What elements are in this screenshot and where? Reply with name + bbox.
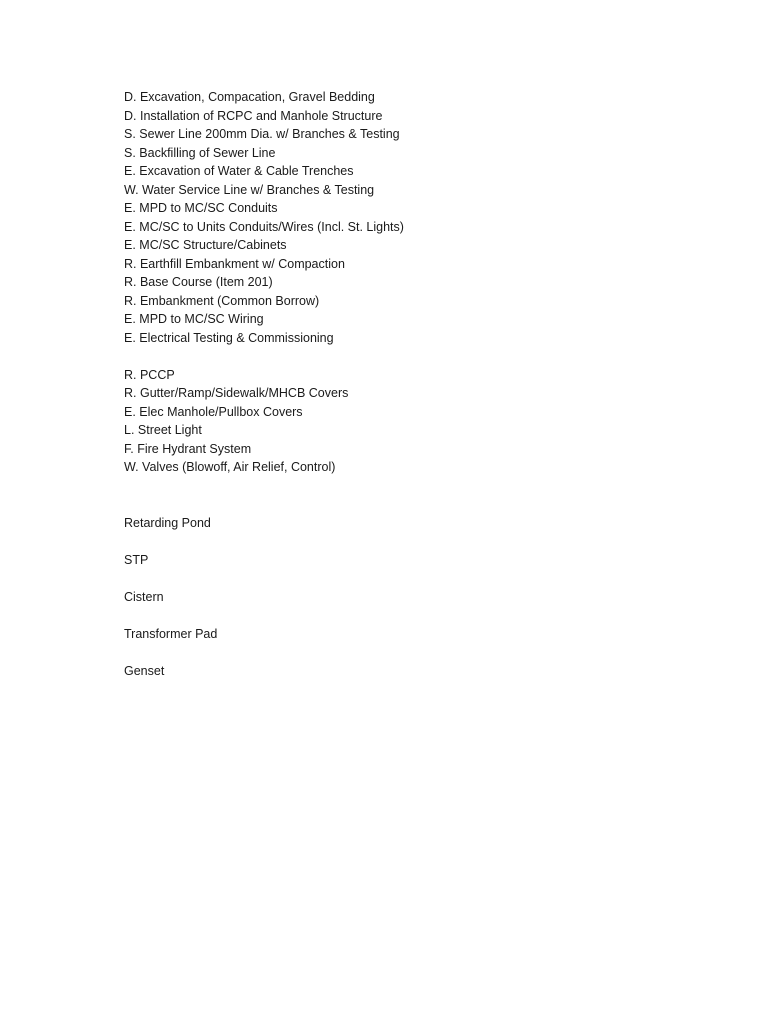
- document-content: [124, 88, 684, 699]
- list-item: E. MPD to MC/SC Wiring: [124, 312, 264, 326]
- list-item: R. Earthfill Embankment w/ Compaction: [124, 256, 345, 271]
- facility-item: Genset: [124, 663, 165, 678]
- list-item: E. Electrical Testing & Commissioning: [124, 330, 334, 345]
- list-item: R. Gutter/Ramp/Sidewalk/MHCB Covers: [124, 386, 349, 400]
- list-item: E. MPD to MC/SC Conduits: [124, 201, 278, 215]
- work-items-list-1: [124, 88, 684, 347]
- facility-item: Transformer Pad: [124, 626, 218, 641]
- facility-item: Retarding Pond: [124, 515, 211, 530]
- list-item: F. Fire Hydrant System: [124, 441, 252, 456]
- facility-item: STP: [124, 552, 149, 567]
- list-item: E. MC/SC to Units Conduits/Wires (Incl. St. Lights): [124, 219, 404, 234]
- list-item: L. Street Light: [124, 423, 202, 437]
- list-item: E. Excavation of Water & Cable Trenches: [124, 164, 354, 178]
- list-item: R. PCCP: [124, 367, 175, 382]
- list-item: E. Elec Manhole/Pullbox Covers: [124, 404, 303, 419]
- list-item: W. Valves (Blowoff, Air Relief, Control): [124, 460, 336, 474]
- list-item: S. Backfilling of Sewer Line: [124, 145, 276, 160]
- list-item: D. Installation of RCPC and Manhole Structure: [124, 108, 383, 123]
- work-items-list-2: [124, 366, 684, 477]
- list-item: R. Base Course (Item 201): [124, 275, 273, 289]
- list-item: S. Sewer Line 200mm Dia. w/ Branches & Testing: [124, 127, 400, 141]
- list-item: W. Water Service Line w/ Branches & Testing: [124, 182, 375, 197]
- facilities-list: [124, 514, 684, 681]
- list-item: R. Embankment (Common Borrow): [124, 293, 320, 308]
- list-item: E. MC/SC Structure/Cabinets: [124, 238, 287, 252]
- list-item: D. Excavation, Compacation, Gravel Bedding: [124, 90, 375, 104]
- facility-item: Cistern: [124, 589, 164, 604]
